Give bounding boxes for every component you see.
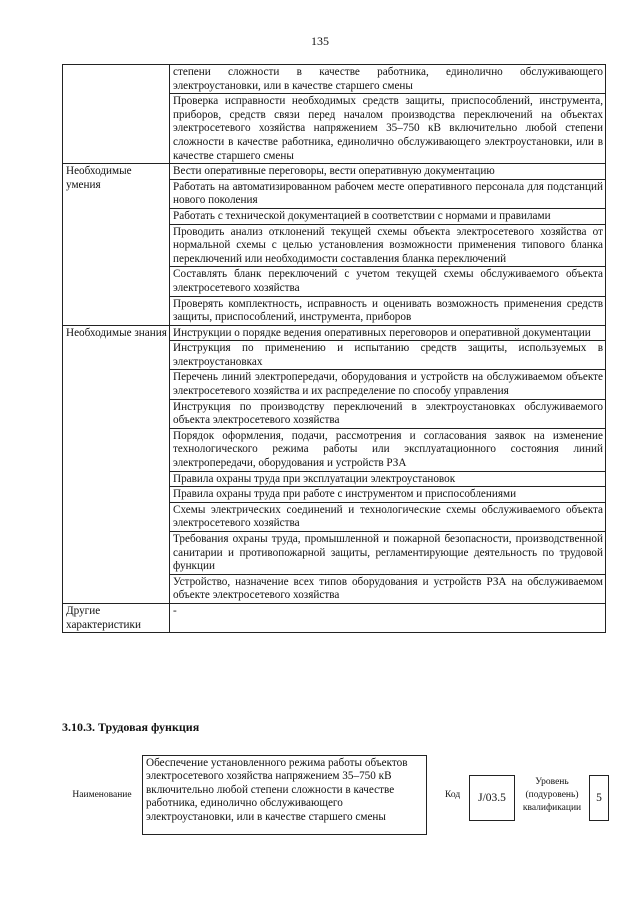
name-label: Наименование [72, 790, 132, 800]
row-group-label: Другие характеристики [63, 603, 170, 632]
row-content: Инструкции о порядке ведения оперативных переговоров и оперативной документации [170, 325, 606, 341]
code-label: Код [445, 790, 461, 800]
table-row [63, 325, 606, 341]
labor-function-row [62, 752, 612, 842]
row-group-label: Необходимые знания [63, 325, 170, 603]
row-group-label [63, 65, 170, 164]
row-content: Схемы электрических соединений и технологические схемы обслуживаемого объекта электросетевого хозяйства [170, 502, 606, 531]
level-label: Уровень (подуровень) квалификации [522, 777, 582, 813]
table-row [63, 164, 606, 180]
row-content: Правила охраны труда при эксплуатации электроустановок [170, 471, 606, 487]
row-content: Устройство, назначение всех типов оборудования и устройств РЗА на обслуживаемом объекте электросетевого хозяйства [170, 574, 606, 603]
page-number: 135 [311, 34, 329, 48]
row-content: Составлять бланк переключений с учетом текущей схемы обслуживаемого объекта электросетевого хозяйства [170, 267, 606, 296]
row-content: степени сложности в качестве работника, единолично обслуживающего электроустановки, или в качестве старшего смены [170, 65, 606, 94]
row-content: Перечень линий электропередачи, оборудования и устройств на обслуживаемом объекте электросетевого хозяйства и их распределение по способу управления [170, 370, 606, 399]
row-content: Порядок оформления, подачи, рассмотрения и согласования заявок на изменение технологического режима работы или эксплуатационного состояния линий электропередачи, оборудования и устройств РЗА [170, 428, 606, 471]
row-content: Работать с технической документацией в соответствии с нормами и правилами [170, 208, 606, 224]
row-content: Требования охраны труда, промышленной и пожарной безопасности, производственной санитарии и противопожарной защиты, регламентирующие деятельность по трудовой функции [170, 532, 606, 575]
row-content: Правила охраны труда при работе с инструментом и приспособлениями [170, 487, 606, 503]
row-content: Проверять комплектность, исправность и оценивать возможность применения средств защиты, приспособлений, инструмента, приборов [170, 296, 606, 325]
code-value: J/03.5 [469, 775, 515, 821]
row-content: Работать на автоматизированном рабочем месте оперативного персонала для подстанций нового поколения [170, 179, 606, 208]
function-name-value: Обеспечение установленного режима работы объектов электросетевого хозяйства напряжением 35–750 кВ включительно любой степени сложности в качестве работника, единолично обслуживающего электроустановки, или в качестве старшего смены [142, 755, 427, 835]
section-heading: 3.10.3. Трудовая функция [62, 720, 200, 734]
row-group-label: Необходимые умения [63, 164, 170, 326]
row-content: Вести оперативные переговоры, вести оперативную документацию [170, 164, 606, 180]
row-content: Инструкция по производству переключений в электроустановках обслуживаемого объекта электросетевого хозяйства [170, 399, 606, 428]
level-value: 5 [589, 775, 609, 821]
row-content: - [170, 603, 606, 632]
table-row [63, 603, 606, 632]
row-content: Инструкция по применению и испытанию средств защиты, используемых в электроустановках [170, 341, 606, 370]
table-row [63, 65, 606, 94]
competency-table [62, 64, 606, 633]
row-content: Проверка исправности необходимых средств защиты, приспособлений, инструмента, приборов, средств связи перед началом производства переключений на объектах электросетевого хозяйства напряжением 35–750 кВ включительно любой степени сложности в качестве работника, единолично обслуживающего электроустановки, или в качестве старшего смены [170, 94, 606, 164]
row-content: Проводить анализ отклонений текущей схемы объекта электросетевого хозяйства от нормальной схемы с целью установления возможности применения типового бланка переключений или необходимости составления бланка переключений [170, 224, 606, 267]
